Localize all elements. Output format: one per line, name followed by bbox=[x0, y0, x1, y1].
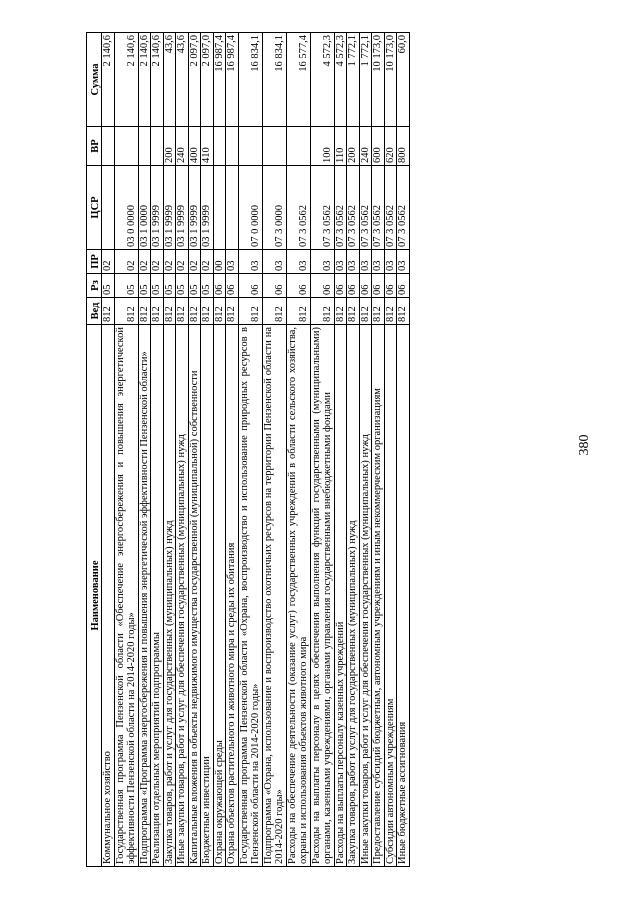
cell-ved: 812 bbox=[372, 298, 385, 325]
cell-csr bbox=[226, 166, 239, 250]
cell-sum: 16 987,4 bbox=[226, 33, 239, 127]
cell-ved: 812 bbox=[138, 298, 151, 325]
table-row bbox=[114, 33, 138, 867]
cell-pr: 02 bbox=[176, 250, 189, 274]
table-header-row bbox=[87, 33, 102, 867]
cell-vr: 200 bbox=[163, 127, 176, 166]
cell-pr: 02 bbox=[102, 250, 115, 274]
cell-pr: 02 bbox=[151, 250, 164, 274]
table-body bbox=[102, 33, 410, 867]
cell-rz: 06 bbox=[213, 274, 226, 298]
cell-name: Капитальные вложения в объекты недвижимого имущества государственной (муниципальной) собственности bbox=[188, 325, 201, 867]
cell-csr: 03 1 0000 bbox=[138, 166, 151, 250]
table-row bbox=[176, 33, 189, 867]
table-row bbox=[372, 33, 385, 867]
cell-vr: 240 bbox=[359, 127, 372, 166]
cell-ved: 812 bbox=[384, 298, 397, 325]
cell-ved: 812 bbox=[347, 298, 360, 325]
table-row bbox=[226, 33, 239, 867]
cell-sum: 43,6 bbox=[176, 33, 189, 127]
cell-csr: 07 3 0562 bbox=[372, 166, 385, 250]
rotated-page-content bbox=[86, 33, 568, 867]
header-vr: ВР bbox=[87, 127, 102, 166]
cell-sum: 10 173,0 bbox=[372, 33, 385, 127]
cell-rz: 06 bbox=[372, 274, 385, 298]
header-ved: Вед bbox=[87, 298, 102, 325]
cell-vr bbox=[213, 127, 226, 166]
cell-vr bbox=[226, 127, 239, 166]
cell-vr: 240 bbox=[176, 127, 189, 166]
header-rz: Рз bbox=[87, 274, 102, 298]
cell-rz: 05 bbox=[151, 274, 164, 298]
cell-rz: 06 bbox=[286, 274, 310, 298]
cell-rz: 05 bbox=[138, 274, 151, 298]
cell-ved: 812 bbox=[114, 298, 138, 325]
page-number: 380 bbox=[577, 434, 592, 456]
cell-rz: 06 bbox=[226, 274, 239, 298]
table-row bbox=[163, 33, 176, 867]
cell-rz: 06 bbox=[262, 274, 286, 298]
cell-csr: 03 1 9999 bbox=[151, 166, 164, 250]
cell-pr: 02 bbox=[163, 250, 176, 274]
cell-sum: 2 097,0 bbox=[201, 33, 214, 127]
cell-sum: 2 140,6 bbox=[138, 33, 151, 127]
cell-pr: 03 bbox=[238, 250, 262, 274]
cell-ved: 812 bbox=[213, 298, 226, 325]
cell-pr: 03 bbox=[286, 250, 310, 274]
cell-name: Расходы на обеспечение деятельности (оказание услуг) государственных учреждений в области сельского хозяйства, охраны и использования объектов животного мира bbox=[286, 325, 310, 867]
cell-sum: 1 772,1 bbox=[347, 33, 360, 127]
cell-sum: 1 772,1 bbox=[359, 33, 372, 127]
cell-pr: 02 bbox=[201, 250, 214, 274]
cell-rz: 05 bbox=[201, 274, 214, 298]
table-row bbox=[138, 33, 151, 867]
cell-csr: 07 3 0562 bbox=[384, 166, 397, 250]
cell-pr: 02 bbox=[188, 250, 201, 274]
cell-name: Подпрограмма «Программа энергосбережения и повышения энергетической эффективности Пензенской области» bbox=[138, 325, 151, 867]
table-row bbox=[213, 33, 226, 867]
cell-rz: 05 bbox=[176, 274, 189, 298]
cell-name: Государственная программа Пензенской области «Обеспечение энергосбережения и повышения энергетической эффективности Пензенской области на 2014-2020 годы» bbox=[114, 325, 138, 867]
cell-vr: 200 bbox=[347, 127, 360, 166]
cell-vr: 600 bbox=[372, 127, 385, 166]
table-row bbox=[201, 33, 214, 867]
header-sum: Сумма bbox=[87, 33, 102, 127]
cell-name: Иные закупки товаров, работ и услуг для обеспечения государственных (муниципальных) нужд bbox=[176, 325, 189, 867]
cell-csr: 07 3 0000 bbox=[262, 166, 286, 250]
cell-rz: 06 bbox=[238, 274, 262, 298]
cell-ved: 812 bbox=[238, 298, 262, 325]
cell-pr: 03 bbox=[226, 250, 239, 274]
cell-pr: 02 bbox=[114, 250, 138, 274]
cell-csr: 07 3 0562 bbox=[397, 166, 410, 250]
cell-pr: 02 bbox=[138, 250, 151, 274]
table-row bbox=[384, 33, 397, 867]
cell-ved: 812 bbox=[397, 298, 410, 325]
cell-vr bbox=[151, 127, 164, 166]
cell-name: Бюджетные инвестиции bbox=[201, 325, 214, 867]
cell-csr: 07 3 0562 bbox=[347, 166, 360, 250]
cell-vr bbox=[262, 127, 286, 166]
cell-ved: 812 bbox=[188, 298, 201, 325]
table-row bbox=[238, 33, 262, 867]
budget-table bbox=[86, 32, 410, 867]
cell-sum: 2 140,6 bbox=[151, 33, 164, 127]
cell-name: Охрана окружающей среды bbox=[213, 325, 226, 867]
cell-csr: 07 3 0562 bbox=[334, 166, 347, 250]
cell-rz: 06 bbox=[359, 274, 372, 298]
cell-pr: 03 bbox=[359, 250, 372, 274]
cell-vr: 400 bbox=[188, 127, 201, 166]
table-wrapper bbox=[86, 33, 568, 867]
cell-ved: 812 bbox=[310, 298, 334, 325]
cell-name: Закупка товаров, работ и услуг для государственных (муниципальных) нужд bbox=[163, 325, 176, 867]
cell-ved: 812 bbox=[226, 298, 239, 325]
cell-ved: 812 bbox=[163, 298, 176, 325]
header-csr: ЦСР bbox=[87, 166, 102, 250]
cell-csr: 03 1 9999 bbox=[176, 166, 189, 250]
cell-name: Расходы на выплаты персоналу в целях обеспечения выполнения функций государственными (муниципальными) органами, казенными учреждениями, органами управления государственными внебюджетными фондами bbox=[310, 325, 334, 867]
cell-vr bbox=[102, 127, 115, 166]
cell-pr: 03 bbox=[347, 250, 360, 274]
cell-vr bbox=[138, 127, 151, 166]
cell-rz: 05 bbox=[114, 274, 138, 298]
cell-vr: 800 bbox=[397, 127, 410, 166]
cell-csr: 07 3 0562 bbox=[359, 166, 372, 250]
cell-csr bbox=[102, 166, 115, 250]
cell-name: Иные закупки товаров, работ и услуг для обеспечения государственных (муниципальных) нужд bbox=[359, 325, 372, 867]
cell-ved: 812 bbox=[151, 298, 164, 325]
cell-rz: 05 bbox=[188, 274, 201, 298]
cell-csr: 03 0 0000 bbox=[114, 166, 138, 250]
cell-sum: 10 173,0 bbox=[384, 33, 397, 127]
cell-sum: 16 834,1 bbox=[262, 33, 286, 127]
table-row bbox=[262, 33, 286, 867]
cell-name: Закупка товаров, работ и услуг для государственных (муниципальных) нужд bbox=[347, 325, 360, 867]
table-row bbox=[286, 33, 310, 867]
cell-name: Охрана объектов растительного и животного мира и среды их обитания bbox=[226, 325, 239, 867]
cell-pr: 03 bbox=[384, 250, 397, 274]
cell-sum: 2 097,0 bbox=[188, 33, 201, 127]
cell-csr: 07 3 0562 bbox=[286, 166, 310, 250]
cell-name: Расходы на выплаты персоналу казенных учреждений bbox=[334, 325, 347, 867]
cell-csr: 03 1 9999 bbox=[188, 166, 201, 250]
cell-name: Субсидии автономным учреждениям bbox=[384, 325, 397, 867]
cell-vr: 100 bbox=[310, 127, 334, 166]
cell-sum: 4 572,3 bbox=[310, 33, 334, 127]
cell-csr: 03 1 9999 bbox=[201, 166, 214, 250]
table-row bbox=[334, 33, 347, 867]
cell-name: Предоставление субсидий бюджетным, автономным учреждениям и иным некоммерческим организациям bbox=[372, 325, 385, 867]
cell-name: Подпрограмма «Охрана, использование и воспроизводство охотничьих ресурсов на территории Пензенской области на 2014-2020 годы» bbox=[262, 325, 286, 867]
cell-sum: 4 572,3 bbox=[334, 33, 347, 127]
cell-pr: 03 bbox=[334, 250, 347, 274]
cell-pr: 03 bbox=[262, 250, 286, 274]
cell-rz: 05 bbox=[102, 274, 115, 298]
cell-csr: 07 3 0562 bbox=[310, 166, 334, 250]
cell-ved: 812 bbox=[102, 298, 115, 325]
cell-sum: 16 577,4 bbox=[286, 33, 310, 127]
cell-ved: 812 bbox=[359, 298, 372, 325]
cell-name: Коммунальное хозяйство bbox=[102, 325, 115, 867]
cell-sum: 16 987,4 bbox=[213, 33, 226, 127]
cell-csr: 07 0 0000 bbox=[238, 166, 262, 250]
table-row bbox=[359, 33, 372, 867]
cell-csr: 03 1 9999 bbox=[163, 166, 176, 250]
cell-rz: 06 bbox=[347, 274, 360, 298]
table-row bbox=[397, 33, 410, 867]
cell-rz: 06 bbox=[310, 274, 334, 298]
cell-rz: 06 bbox=[334, 274, 347, 298]
header-pr: ПР bbox=[87, 250, 102, 274]
cell-rz: 06 bbox=[384, 274, 397, 298]
cell-vr bbox=[238, 127, 262, 166]
cell-csr bbox=[213, 166, 226, 250]
table-row bbox=[310, 33, 334, 867]
cell-vr: 620 bbox=[384, 127, 397, 166]
cell-rz: 06 bbox=[397, 274, 410, 298]
cell-vr: 110 bbox=[334, 127, 347, 166]
cell-name: Реализация отдельных мероприятий подпрограммы bbox=[151, 325, 164, 867]
table-row bbox=[188, 33, 201, 867]
cell-sum: 16 834,1 bbox=[238, 33, 262, 127]
cell-pr: 03 bbox=[372, 250, 385, 274]
cell-sum: 43,6 bbox=[163, 33, 176, 127]
cell-vr bbox=[114, 127, 138, 166]
table-row bbox=[151, 33, 164, 867]
cell-sum: 2 140,6 bbox=[102, 33, 115, 127]
cell-ved: 812 bbox=[262, 298, 286, 325]
cell-vr bbox=[286, 127, 310, 166]
cell-sum: 2 140,6 bbox=[114, 33, 138, 127]
cell-ved: 812 bbox=[334, 298, 347, 325]
cell-ved: 812 bbox=[286, 298, 310, 325]
cell-pr: 03 bbox=[397, 250, 410, 274]
table-row bbox=[347, 33, 360, 867]
cell-ved: 812 bbox=[201, 298, 214, 325]
cell-pr: 03 bbox=[310, 250, 334, 274]
cell-pr: 00 bbox=[213, 250, 226, 274]
cell-rz: 05 bbox=[163, 274, 176, 298]
header-name: Наименование bbox=[87, 325, 102, 867]
cell-ved: 812 bbox=[176, 298, 189, 325]
cell-name: Иные бюджетные ассигнования bbox=[397, 325, 410, 867]
cell-name: Государственная программа Пензенской области «Охрана, воспроизводство и использование природных ресурсов в Пензенской области на 2014-2020 годы» bbox=[238, 325, 262, 867]
cell-sum: 60,0 bbox=[397, 33, 410, 127]
cell-vr: 410 bbox=[201, 127, 214, 166]
table-row bbox=[102, 33, 115, 867]
